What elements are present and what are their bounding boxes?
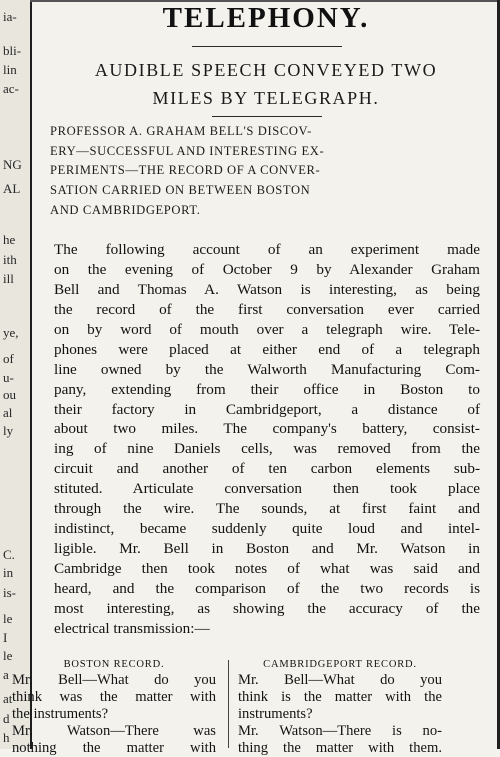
body-line: about two miles. The company's battery, consist-	[54, 420, 480, 438]
body-line: The following account of an experiment made	[54, 241, 480, 258]
fragment: al	[3, 405, 13, 420]
deck-line: PERIMENTS—THE RECORD OF A CONVER-	[50, 163, 321, 178]
body-line: ing of nine Daniels cells, was removed from the	[54, 440, 480, 458]
fragment: ou	[3, 387, 16, 402]
headline: TELEPHONY.	[162, 2, 370, 34]
fragment: AL	[3, 181, 21, 196]
body-line: Cambridge then took notes of what was said and	[54, 560, 480, 577]
records-columns	[12, 658, 442, 756]
fragment: ye,	[3, 325, 19, 340]
adjacent-column-fragments	[0, 0, 30, 749]
fragment: I	[3, 630, 8, 645]
body-line: their factory in Cambridgeport, a distance of	[54, 400, 480, 418]
subheadline-line: MILES BY TELEGRAPH.	[152, 88, 380, 108]
headline-divider	[192, 46, 342, 47]
fragment: ill	[3, 271, 14, 286]
body-line: through the wire. The sounds, at first faint and	[54, 500, 480, 518]
body-line: on by word of mouth over a telegraph wire. Tele-	[54, 320, 480, 338]
deck	[50, 122, 482, 221]
record-line: Mr. Bell—What do you	[238, 672, 442, 688]
body-line: stituted. Articulate conversation then took place	[54, 480, 480, 498]
body-line: line owned by the Walworth Manufacturing Com-	[54, 360, 480, 378]
subheadline-line: AUDIBLE SPEECH CONVEYED TWO	[94, 60, 438, 80]
subheadline-divider	[212, 116, 322, 117]
deck-line: AND CAMBRIDGEPORT.	[50, 202, 201, 217]
cambridgeport-record	[238, 658, 442, 757]
deck-line: SATION CARRIED ON BETWEEN BOSTON	[50, 183, 311, 198]
fragment: NG	[3, 157, 22, 172]
body-line: Bell and Thomas A. Watson is interesting, as being	[54, 280, 480, 298]
body-line: phones were placed at either end of a telegraph	[54, 340, 480, 358]
boston-record	[12, 658, 216, 757]
record-line: think is the matter with the	[238, 689, 442, 705]
fragment: le	[3, 611, 13, 626]
fragment: d	[3, 711, 10, 726]
fragment: a	[3, 667, 9, 682]
record-line: thing the matter with them.	[238, 740, 442, 756]
fragment: he	[3, 232, 16, 247]
boston-record-header: BOSTON RECORD.	[63, 659, 165, 670]
fragment: in	[3, 565, 14, 580]
body-line: heard, and the comparison of the two records is	[54, 579, 480, 597]
record-line: Mr. Bell—What do you	[12, 672, 216, 688]
record-line: instruments?	[238, 706, 313, 722]
body-line: on the evening of October 9 by Alexander Graham	[54, 260, 480, 278]
deck-line: PROFESSOR A. GRAHAM BELL'S DISCOV-	[50, 124, 312, 138]
fragment: is-	[3, 585, 16, 600]
body-line: electrical transmission:—	[54, 619, 210, 637]
fragment: of	[3, 351, 14, 366]
body-line: indistinct, became suddenly quite loud and intel-	[54, 520, 480, 538]
body-line: pany, extending from their office in Boston to	[54, 380, 480, 398]
fragment: u-	[3, 370, 14, 385]
records-divider	[228, 660, 229, 748]
fragment: C.	[3, 547, 15, 562]
fragment: le	[3, 648, 13, 663]
cambridgeport-record-header: CAMBRIDGEPORT RECORD.	[263, 659, 417, 670]
record-line: think was the matter with	[12, 689, 216, 705]
fragment: bli-	[3, 43, 22, 58]
fragment: h	[3, 730, 10, 745]
record-line: the instruments?	[12, 706, 109, 722]
deck-line: ERY—SUCCESSFUL AND INTERESTING EX-	[50, 143, 325, 158]
subheadline	[42, 56, 490, 112]
fragment: ith	[3, 252, 17, 267]
fragment: at	[3, 691, 13, 706]
fragment: ac-	[3, 81, 19, 96]
record-line: nothing the matter with	[12, 740, 216, 756]
fragment: ia-	[3, 9, 17, 24]
body-line: ligible. Mr. Bell in Boston and Mr. Watson in	[54, 540, 480, 558]
article-body	[54, 240, 480, 639]
record-line: Mr. Watson—There is no-	[238, 723, 442, 739]
body-line: most interesting, as showing the accuracy of the	[54, 599, 480, 617]
body-line: the record of the first conversation ever carried	[54, 300, 480, 318]
body-line: circuit and another of ten carbon elements sub-	[54, 460, 480, 478]
fragment: lin	[3, 62, 17, 77]
column-rule	[30, 0, 32, 749]
record-line: Mr. Watson—There was	[12, 723, 216, 739]
fragment: ly	[3, 423, 14, 438]
